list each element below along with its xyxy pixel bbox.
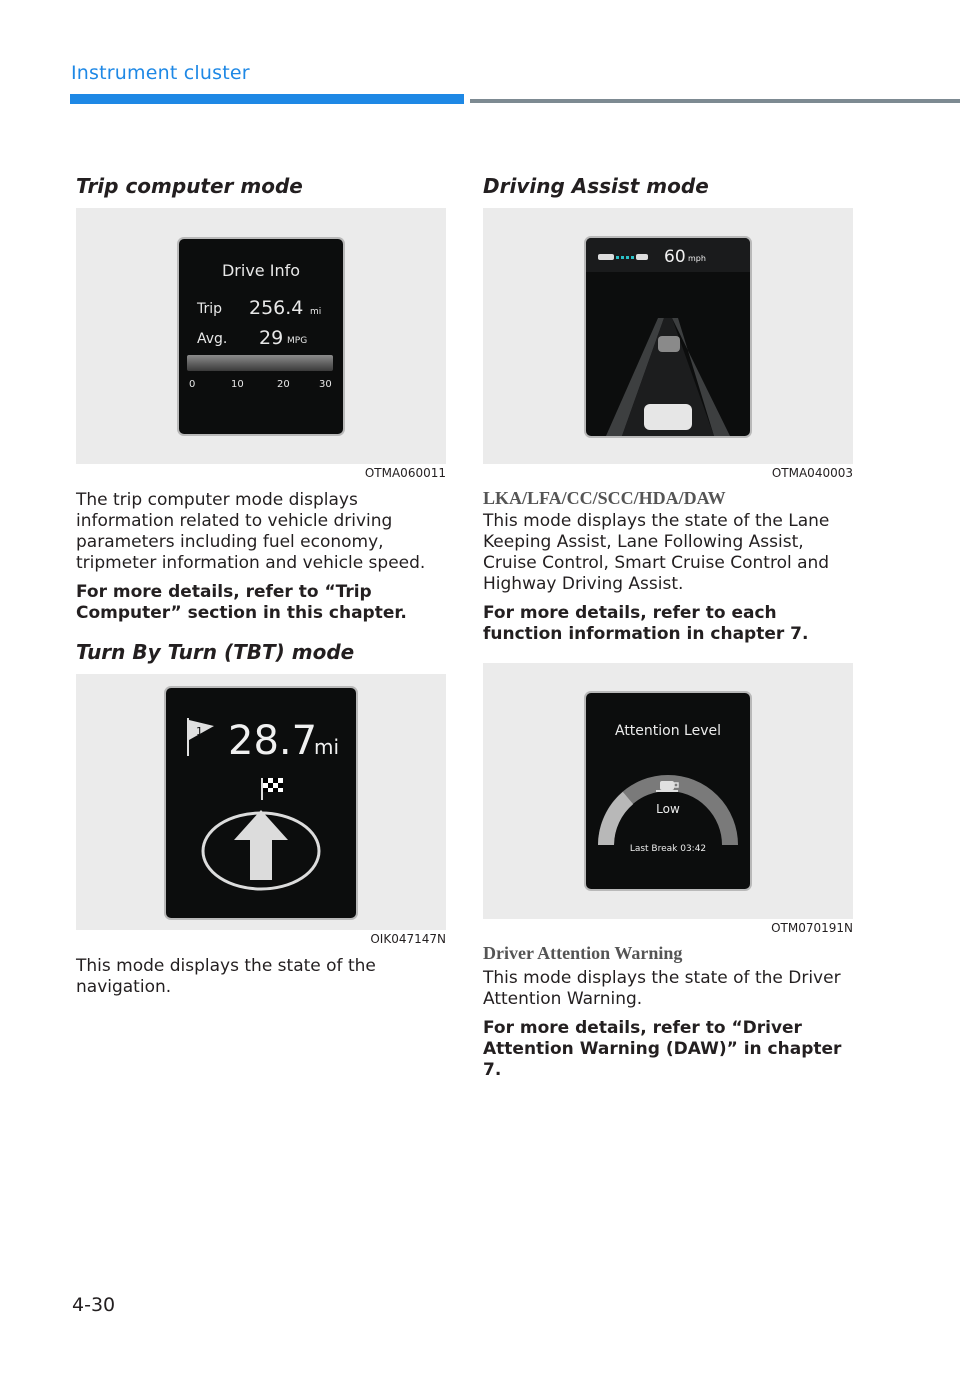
tbt-unit: mi [314, 735, 340, 759]
tick-label: 0 [189, 379, 196, 390]
tick-label: 20 [277, 379, 290, 390]
tick-label: 10 [231, 379, 244, 390]
assist-figure [483, 208, 853, 464]
assist-body: This mode displays the state of the Lane Keeping Assist, Lane Following Assist, Cruise Control, Smart Cruise Control and Highway Driving Assist. [483, 511, 830, 594]
trip-unit: mi [310, 307, 322, 317]
assist-speed: 60 [664, 247, 686, 267]
left-column [76, 174, 446, 998]
own-car-icon [644, 404, 692, 430]
page-number: 4-30 [72, 1294, 116, 1316]
header-rule-gray [470, 99, 960, 103]
assist-figure-caption: OTMA040003 [771, 466, 853, 480]
tbt-graphics [166, 688, 356, 918]
avg-label: Avg. [197, 331, 228, 347]
trip-note: For more details, refer to “Trip Computer” section in this chapter. [76, 582, 407, 623]
tbt-body: This mode displays the state of the navigation. [76, 956, 376, 997]
trip-figure [76, 208, 446, 464]
attention-body: This mode displays the state of the Driver Attention Warning. [483, 968, 841, 1009]
attention-screen [586, 693, 750, 889]
flag-number: 1 [196, 725, 203, 738]
tbt-distance: 28.7 [228, 718, 318, 764]
trip-value: 256.4 [249, 297, 304, 319]
attention-gauge-fill [606, 798, 628, 845]
lead-car-icon [658, 336, 680, 352]
trip-label: Trip [197, 301, 223, 317]
attention-subheading: Driver Attention Warning [483, 943, 683, 963]
straight-arrow-icon [234, 810, 288, 880]
header-rule-blue [70, 94, 464, 104]
assist-heading: Driving Assist mode [483, 174, 709, 198]
tbt-figure-caption: OIK047147N [370, 932, 446, 946]
tbt-screen [166, 688, 356, 918]
fuel-bar [187, 355, 333, 371]
trip-heading: Trip computer mode [76, 174, 303, 198]
attention-figure-caption: OTM070191N [771, 921, 853, 935]
attention-level: Low [656, 802, 680, 816]
assist-note: For more details, refer to each function information in chapter 7. [483, 603, 809, 644]
trip-screen-title: Drive Info [221, 261, 301, 280]
avg-value: 29 [259, 327, 284, 349]
right-column [483, 174, 853, 1081]
attention-figure [483, 663, 853, 919]
trip-screen [179, 239, 343, 434]
attention-note: For more details, refer to “Driver Attention Warning (DAW)” in chapter 7. [483, 1018, 842, 1080]
trip-body: The trip computer mode displays information related to vehicle driving parameters including fuel economy, tripmeter information and vehicle speed. [76, 490, 426, 573]
trip-figure-caption: OTMA060011 [364, 466, 446, 480]
tbt-figure [76, 674, 446, 930]
avg-unit: MPG [287, 336, 308, 346]
attention-graphics [586, 693, 750, 889]
assist-graphics [586, 238, 750, 436]
checkered-flag-icon [262, 778, 283, 800]
attention-title: Attention Level [614, 723, 722, 739]
section-title: Instrument cluster [71, 62, 250, 84]
tick-label: 30 [319, 379, 332, 390]
assist-speed-unit: mph [688, 254, 706, 263]
last-break: Last Break 03:42 [629, 844, 707, 854]
assist-screen [586, 238, 750, 436]
tbt-heading: Turn By Turn (TBT) mode [76, 640, 355, 664]
assist-subheading: LKA/LFA/CC/SCC/HDA/DAW [483, 488, 726, 508]
